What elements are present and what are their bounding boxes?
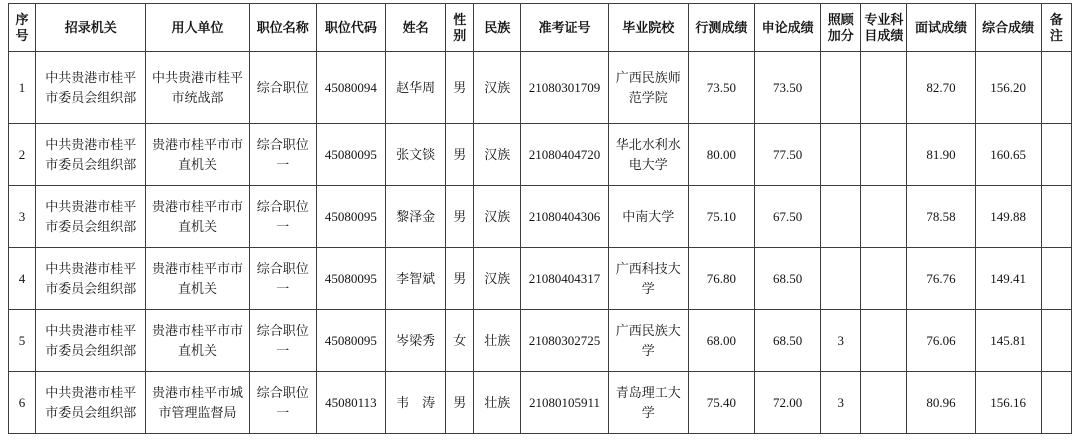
cell-interview-score: 80.96 [907, 372, 975, 434]
cell-recruiting-agency: 中共贵港市桂平市委员会组织部 [36, 52, 146, 124]
table-row [9, 310, 1072, 372]
column-header-index: 序号 [9, 4, 36, 52]
cell-gender: 男 [446, 186, 474, 248]
cell-remarks [1041, 310, 1071, 372]
cell-bonus-points: 3 [821, 310, 861, 372]
table-row [9, 372, 1072, 434]
column-header-recruiting-agency: 招录机关 [36, 4, 146, 52]
cell-overall-score: 145.81 [975, 310, 1041, 372]
column-header-position-code: 职位代码 [316, 4, 385, 52]
column-header-bonus-points: 照顾加分 [821, 4, 861, 52]
cell-ethnicity: 壮族 [474, 372, 521, 434]
cell-employer: 贵港市桂平市市直机关 [146, 248, 249, 310]
table-row [9, 186, 1072, 248]
cell-position-code: 45080095 [316, 186, 385, 248]
column-header-exam-number: 准考证号 [521, 4, 608, 52]
cell-remarks [1041, 248, 1071, 310]
cell-index: 6 [9, 372, 36, 434]
table-header [9, 4, 1072, 52]
cell-position-code: 45080095 [316, 124, 385, 186]
cell-exam-number: 21080404317 [521, 248, 608, 310]
cell-remarks [1041, 124, 1071, 186]
cell-shenlun-score: 68.50 [755, 248, 821, 310]
cell-ethnicity: 汉族 [474, 124, 521, 186]
column-header-employer: 用人单位 [146, 4, 249, 52]
cell-professional-score [861, 248, 907, 310]
cell-interview-score: 78.58 [907, 186, 975, 248]
cell-employer: 中共贵港市桂平市统战部 [146, 52, 249, 124]
table-row [9, 52, 1072, 124]
cell-remarks [1041, 372, 1071, 434]
cell-index: 4 [9, 248, 36, 310]
cell-gender: 女 [446, 310, 474, 372]
cell-xingce-score: 75.40 [688, 372, 754, 434]
column-header-overall-score: 综合成绩 [975, 4, 1041, 52]
cell-position-name: 综合职位 [249, 52, 316, 124]
cell-gender: 男 [446, 372, 474, 434]
cell-school: 广西科技大学 [608, 248, 688, 310]
cell-exam-number: 21080302725 [521, 310, 608, 372]
table-row [9, 124, 1072, 186]
cell-gender: 男 [446, 248, 474, 310]
cell-exam-number: 21080105911 [521, 372, 608, 434]
column-header-professional-score: 专业科目成绩 [861, 4, 907, 52]
header-row [9, 4, 1072, 52]
cell-employer: 贵港市桂平市市直机关 [146, 124, 249, 186]
cell-index: 5 [9, 310, 36, 372]
cell-ethnicity: 汉族 [474, 52, 521, 124]
cell-gender: 男 [446, 124, 474, 186]
cell-school: 华北水利水电大学 [608, 124, 688, 186]
table-body [9, 52, 1072, 434]
cell-position-code: 45080095 [316, 310, 385, 372]
cell-remarks [1041, 186, 1071, 248]
cell-position-name: 综合职位一 [249, 372, 316, 434]
cell-index: 1 [9, 52, 36, 124]
cell-interview-score: 81.90 [907, 124, 975, 186]
cell-recruiting-agency: 中共贵港市桂平市委员会组织部 [36, 372, 146, 434]
cell-xingce-score: 80.00 [688, 124, 754, 186]
cell-recruiting-agency: 中共贵港市桂平市委员会组织部 [36, 186, 146, 248]
cell-school: 中南大学 [608, 186, 688, 248]
cell-shenlun-score: 72.00 [755, 372, 821, 434]
cell-recruiting-agency: 中共贵港市桂平市委员会组织部 [36, 310, 146, 372]
cell-ethnicity: 壮族 [474, 310, 521, 372]
cell-exam-number: 21080404306 [521, 186, 608, 248]
cell-remarks [1041, 52, 1071, 124]
cell-shenlun-score: 68.50 [755, 310, 821, 372]
cell-recruiting-agency: 中共贵港市桂平市委员会组织部 [36, 248, 146, 310]
cell-exam-number: 21080404720 [521, 124, 608, 186]
cell-professional-score [861, 124, 907, 186]
cell-position-code: 45080095 [316, 248, 385, 310]
cell-overall-score: 156.16 [975, 372, 1041, 434]
cell-name: 黎泽金 [386, 186, 446, 248]
cell-position-name: 综合职位一 [249, 310, 316, 372]
cell-position-code: 45080094 [316, 52, 385, 124]
cell-index: 2 [9, 124, 36, 186]
column-header-remarks: 备注 [1041, 4, 1071, 52]
cell-xingce-score: 76.80 [688, 248, 754, 310]
cell-bonus-points [821, 52, 861, 124]
cell-ethnicity: 汉族 [474, 186, 521, 248]
cell-exam-number: 21080301709 [521, 52, 608, 124]
cell-name: 岑梁秀 [386, 310, 446, 372]
column-header-shenlun-score: 申论成绩 [755, 4, 821, 52]
cell-xingce-score: 68.00 [688, 310, 754, 372]
cell-position-name: 综合职位一 [249, 124, 316, 186]
cell-interview-score: 76.06 [907, 310, 975, 372]
cell-ethnicity: 汉族 [474, 248, 521, 310]
cell-recruiting-agency: 中共贵港市桂平市委员会组织部 [36, 124, 146, 186]
cell-bonus-points [821, 186, 861, 248]
cell-school: 青岛理工大学 [608, 372, 688, 434]
column-header-school: 毕业院校 [608, 4, 688, 52]
cell-interview-score: 82.70 [907, 52, 975, 124]
cell-professional-score [861, 310, 907, 372]
cell-bonus-points: 3 [821, 372, 861, 434]
cell-position-name: 综合职位一 [249, 186, 316, 248]
column-header-name: 姓名 [386, 4, 446, 52]
cell-interview-score: 76.76 [907, 248, 975, 310]
cell-gender: 男 [446, 52, 474, 124]
exam-results-table [8, 3, 1072, 434]
cell-overall-score: 149.41 [975, 248, 1041, 310]
cell-employer: 贵港市桂平市城市管理监督局 [146, 372, 249, 434]
cell-name: 李智斌 [386, 248, 446, 310]
cell-xingce-score: 75.10 [688, 186, 754, 248]
cell-school: 广西民族大学 [608, 310, 688, 372]
cell-position-name: 综合职位一 [249, 248, 316, 310]
cell-name: 赵华周 [386, 52, 446, 124]
cell-shenlun-score: 67.50 [755, 186, 821, 248]
cell-bonus-points [821, 248, 861, 310]
cell-name: 张文锬 [386, 124, 446, 186]
column-header-interview-score: 面试成绩 [907, 4, 975, 52]
column-header-gender: 性别 [446, 4, 474, 52]
cell-overall-score: 149.88 [975, 186, 1041, 248]
cell-index: 3 [9, 186, 36, 248]
column-header-position-name: 职位名称 [249, 4, 316, 52]
cell-xingce-score: 73.50 [688, 52, 754, 124]
cell-professional-score [861, 372, 907, 434]
cell-overall-score: 156.20 [975, 52, 1041, 124]
cell-professional-score [861, 52, 907, 124]
table-row [9, 248, 1072, 310]
column-header-ethnicity: 民族 [474, 4, 521, 52]
cell-employer: 贵港市桂平市市直机关 [146, 310, 249, 372]
cell-name: 韦 涛 [386, 372, 446, 434]
column-header-xingce-score: 行测成绩 [688, 4, 754, 52]
cell-bonus-points [821, 124, 861, 186]
cell-position-code: 45080113 [316, 372, 385, 434]
cell-professional-score [861, 186, 907, 248]
cell-overall-score: 160.65 [975, 124, 1041, 186]
cell-employer: 贵港市桂平市市直机关 [146, 186, 249, 248]
cell-shenlun-score: 73.50 [755, 52, 821, 124]
cell-shenlun-score: 77.50 [755, 124, 821, 186]
cell-school: 广西民族师范学院 [608, 52, 688, 124]
